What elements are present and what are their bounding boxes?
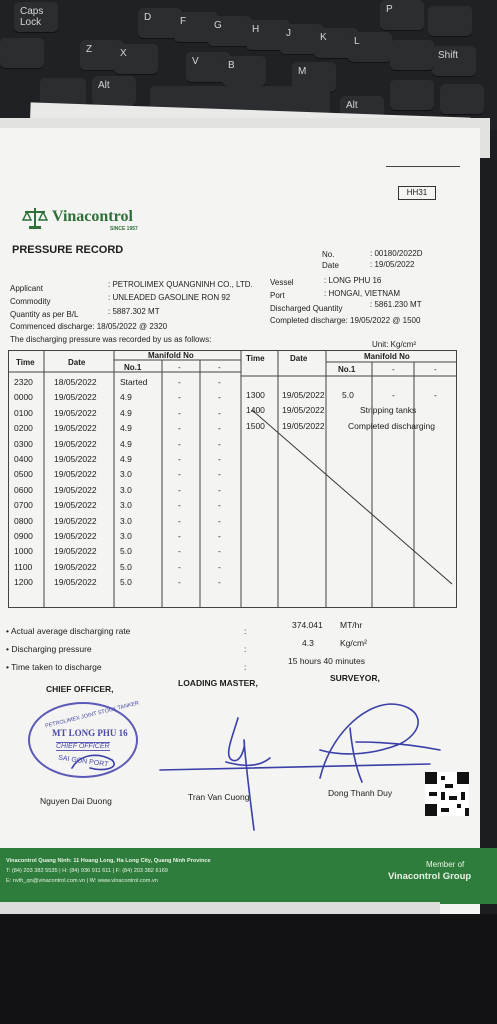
header-date: Date: [290, 354, 308, 363]
summary-value: 374.041: [292, 620, 323, 630]
row-time: 1500: [246, 420, 265, 431]
row-time: 0600: [14, 484, 33, 495]
header-manifold: Manifold No: [364, 352, 410, 361]
row-time: 0500: [14, 469, 33, 480]
pressure-table: [8, 350, 457, 608]
row-dash: -: [178, 469, 181, 480]
row-no1: 4.9: [120, 438, 132, 449]
row-date: 19/05/2022: [54, 561, 97, 572]
since-text: SINCE 1957: [110, 226, 138, 232]
row-dash: -: [434, 390, 437, 400]
row-dash: -: [218, 531, 221, 541]
row-date: 19/05/2022: [54, 454, 97, 464]
row-date: 19/05/2022: [54, 469, 97, 480]
row-date: 19/05/2022: [282, 420, 325, 431]
dark-background: [0, 914, 497, 1024]
discharged-quantity-value: : 5861.230 MT: [370, 300, 422, 309]
key: L: [348, 32, 392, 62]
key: F: [174, 12, 218, 42]
row-no1: 5.0: [120, 577, 132, 588]
paper-sheet-edge: [0, 902, 440, 914]
summary-separator: :: [244, 626, 247, 636]
summary-label: • Time taken to discharge: [6, 662, 102, 672]
row-time: 0100: [14, 407, 33, 418]
row-time: 1400: [246, 405, 265, 416]
port-value: : HONGAI, VIETNAM: [324, 289, 401, 298]
date-label: Date: [322, 261, 339, 270]
row-no1: 5.0: [120, 546, 132, 557]
scale-icon: [22, 206, 48, 230]
header-no1: No.1: [338, 365, 356, 374]
row-date: 19/05/2022: [54, 484, 97, 495]
footer-email: E: nvth_qn@vinacontrol.com.vn | W: www.vinacontrol.com.vn: [6, 878, 158, 884]
row-dash: -: [218, 454, 221, 464]
row-note: Completed discharging: [348, 420, 435, 431]
row-date: 19/05/2022: [282, 405, 325, 416]
row-time: 0400: [14, 454, 33, 464]
header-dash: -: [392, 365, 395, 374]
diagonal-strike: [252, 410, 452, 584]
chief-officer-stamp: PETROLIMEX JOINT STOCK TANKER MT LONG PHU 16 CHIEF OFFICER SAI GON PORT: [28, 702, 138, 778]
row-time: 0200: [14, 423, 33, 434]
row-time: 0000: [14, 392, 33, 403]
row-time: 1200: [14, 577, 33, 588]
row-dash: -: [178, 407, 181, 418]
row-time: 1300: [246, 390, 265, 400]
loading-master-line: [160, 764, 430, 770]
key: B: [222, 56, 266, 86]
header-dash: -: [218, 363, 221, 372]
commodity-label: Commodity: [10, 297, 51, 306]
row-time: 0700: [14, 500, 33, 511]
loading-master-signature: [226, 718, 270, 830]
row-dash: -: [178, 423, 181, 434]
summary-value: 15 hours 40 minutes: [288, 656, 366, 666]
row-date: 18/05/2022: [54, 377, 97, 387]
row-time: 1000: [14, 546, 33, 557]
key: Z: [80, 40, 124, 70]
applicant-label: Applicant: [10, 284, 43, 293]
row-dash: -: [178, 531, 181, 541]
row-no1: Started: [120, 377, 148, 387]
row-time: 2320: [14, 377, 33, 387]
row-no1: 3.0: [120, 531, 132, 541]
row-dash: -: [178, 454, 181, 464]
key: [428, 6, 472, 36]
row-dash: -: [178, 515, 181, 526]
footer-phone: T: (84) 203 382 5535 | H: (84) 936 911 611 | F: (84) 203 382 6169: [6, 868, 168, 874]
loading-master-name: Tran Van Cuong: [188, 792, 250, 802]
summary-label: • Discharging pressure: [6, 644, 92, 654]
summary-separator: :: [244, 644, 247, 654]
header-dash: -: [434, 365, 437, 374]
footer-group: Vinacontrol Group: [388, 871, 472, 882]
row-no1: 3.0: [120, 500, 132, 511]
vinacontrol-logo: [22, 206, 138, 235]
row-date: 19/05/2022: [54, 438, 97, 449]
key: D: [138, 8, 182, 38]
header-manifold: Manifold No: [148, 351, 194, 360]
unit-label: Unit: Kg/cm²: [372, 340, 417, 349]
row-dash: -: [178, 484, 181, 495]
page-title: PRESSURE RECORD: [12, 244, 124, 256]
intro-text: The discharging pressure was recorded by us as follows:: [10, 335, 212, 344]
date-value: : 19/05/2022: [370, 260, 415, 269]
row-no1: 4.9: [120, 423, 132, 434]
row-no1: 3.0: [120, 469, 132, 480]
row-dash: -: [178, 500, 181, 511]
quantity-label: Quantity as per B/L: [10, 310, 79, 319]
key: V: [186, 52, 230, 82]
qr-code: [425, 772, 469, 816]
row-dash: -: [218, 561, 221, 572]
header-time: Time: [16, 358, 35, 367]
row-dash: -: [218, 577, 221, 588]
row-date: 19/05/2022: [54, 577, 97, 588]
row-dash: -: [218, 500, 221, 511]
chief-officer-name: Nguyen Dai Duong: [40, 796, 112, 806]
role-loading-master: LOADING MASTER,: [178, 678, 258, 688]
vessel-label: Vessel: [270, 278, 294, 287]
row-dash: -: [218, 377, 221, 387]
summary-value: 4.3: [302, 638, 314, 648]
row-date: 19/05/2022: [282, 390, 325, 400]
footer-banner: [0, 848, 497, 904]
row-dash: -: [218, 484, 221, 495]
key: J: [280, 24, 324, 54]
key: H: [246, 20, 290, 50]
signatures: [0, 698, 480, 838]
key: [390, 80, 434, 110]
row-dash: -: [178, 392, 181, 403]
key: P: [380, 0, 424, 30]
row-date: 19/05/2022: [54, 392, 97, 403]
row-no1: 4.9: [120, 392, 132, 403]
row-dash: -: [218, 438, 221, 449]
row-time: 0900: [14, 531, 33, 541]
row-dash: -: [178, 561, 181, 572]
key: [440, 84, 484, 114]
row-no1: 4.9: [120, 407, 132, 418]
key: G: [208, 16, 252, 46]
footer-office: Vinacontrol Quang Ninh: 11 Hoang Long, Ha Long City, Quang Ninh Province: [6, 858, 211, 864]
row-date: 19/05/2022: [54, 515, 97, 526]
quantity-value: : 5887.302 MT: [108, 307, 160, 316]
role-chief-officer: CHIEF OFFICER,: [46, 684, 114, 694]
summary-label: • Actual average discharging rate: [6, 626, 131, 636]
key: [390, 40, 434, 70]
pressure-record-document: [0, 128, 480, 918]
role-surveyor: SURVEYOR,: [330, 673, 380, 683]
row-date: 19/05/2022: [54, 423, 97, 434]
row-no1: 4.9: [120, 454, 132, 464]
key: Alt: [92, 76, 136, 106]
key: K: [314, 28, 358, 58]
key: M: [292, 62, 336, 92]
row-dash: -: [178, 377, 181, 387]
no-label: No.: [322, 250, 335, 259]
top-rule: [386, 166, 460, 167]
header-time: Time: [246, 354, 265, 363]
summary-unit: Kg/cm²: [340, 638, 367, 648]
vessel-value: : LONG PHU 16: [324, 276, 382, 285]
row-dash: -: [178, 546, 181, 557]
row-no1: 3.0: [120, 484, 132, 495]
port-label: Port: [270, 291, 285, 300]
code-box: HH31: [398, 186, 436, 200]
row-dash: -: [218, 392, 221, 403]
key: Caps Lock: [14, 2, 58, 32]
row-no1: 5.0: [120, 561, 132, 572]
surveyor-signature: [320, 704, 440, 782]
footer-member: Member of: [426, 860, 465, 869]
commenced-discharge: Commenced discharge: 18/05/2022 @ 2320: [10, 322, 168, 331]
key: [0, 38, 44, 68]
key: X: [114, 44, 158, 74]
surveyor-name: Dong Thanh Duy: [328, 788, 393, 798]
key: Alt: [340, 96, 384, 126]
header-dash: -: [178, 363, 181, 372]
row-note: Stripping tanks: [360, 405, 417, 416]
applicant-value: : PETROLIMEX QUANGNINH CO., LTD.: [108, 280, 253, 289]
company-name: Vinacontrol: [52, 208, 133, 225]
discharged-quantity-label: Discharged Quantity: [270, 304, 343, 313]
header-no1: No.1: [124, 363, 142, 372]
row-dash: -: [218, 407, 221, 418]
completed-discharge: Completed discharge: 19/05/2022 @ 1500: [270, 316, 421, 325]
row-time: 0800: [14, 515, 33, 526]
row-dash: -: [218, 546, 221, 557]
row-no1: 5.0: [342, 390, 354, 400]
row-date: 19/05/2022: [54, 500, 97, 511]
row-date: 19/05/2022: [54, 407, 97, 418]
summary-separator: :: [244, 662, 247, 672]
row-dash: -: [392, 390, 395, 400]
qr-code-icon: [425, 772, 469, 816]
row-time: 0300: [14, 438, 33, 449]
row-date: 19/05/2022: [54, 546, 97, 557]
row-dash: -: [218, 469, 221, 480]
summary-unit: MT/hr: [340, 620, 363, 630]
no-value: : 00180/2022D: [370, 249, 423, 258]
row-dash: -: [178, 438, 181, 449]
chief-officer-signature: [72, 755, 114, 769]
row-no1: 3.0: [120, 515, 132, 526]
row-date: 19/05/2022: [54, 531, 97, 541]
commodity-value: : UNLEADED GASOLINE RON 92: [108, 293, 231, 302]
row-dash: -: [178, 577, 181, 588]
key: Shift: [432, 46, 476, 76]
row-dash: -: [218, 423, 221, 434]
header-date: Date: [68, 358, 86, 367]
row-time: 1100: [14, 561, 33, 572]
row-dash: -: [218, 515, 221, 526]
